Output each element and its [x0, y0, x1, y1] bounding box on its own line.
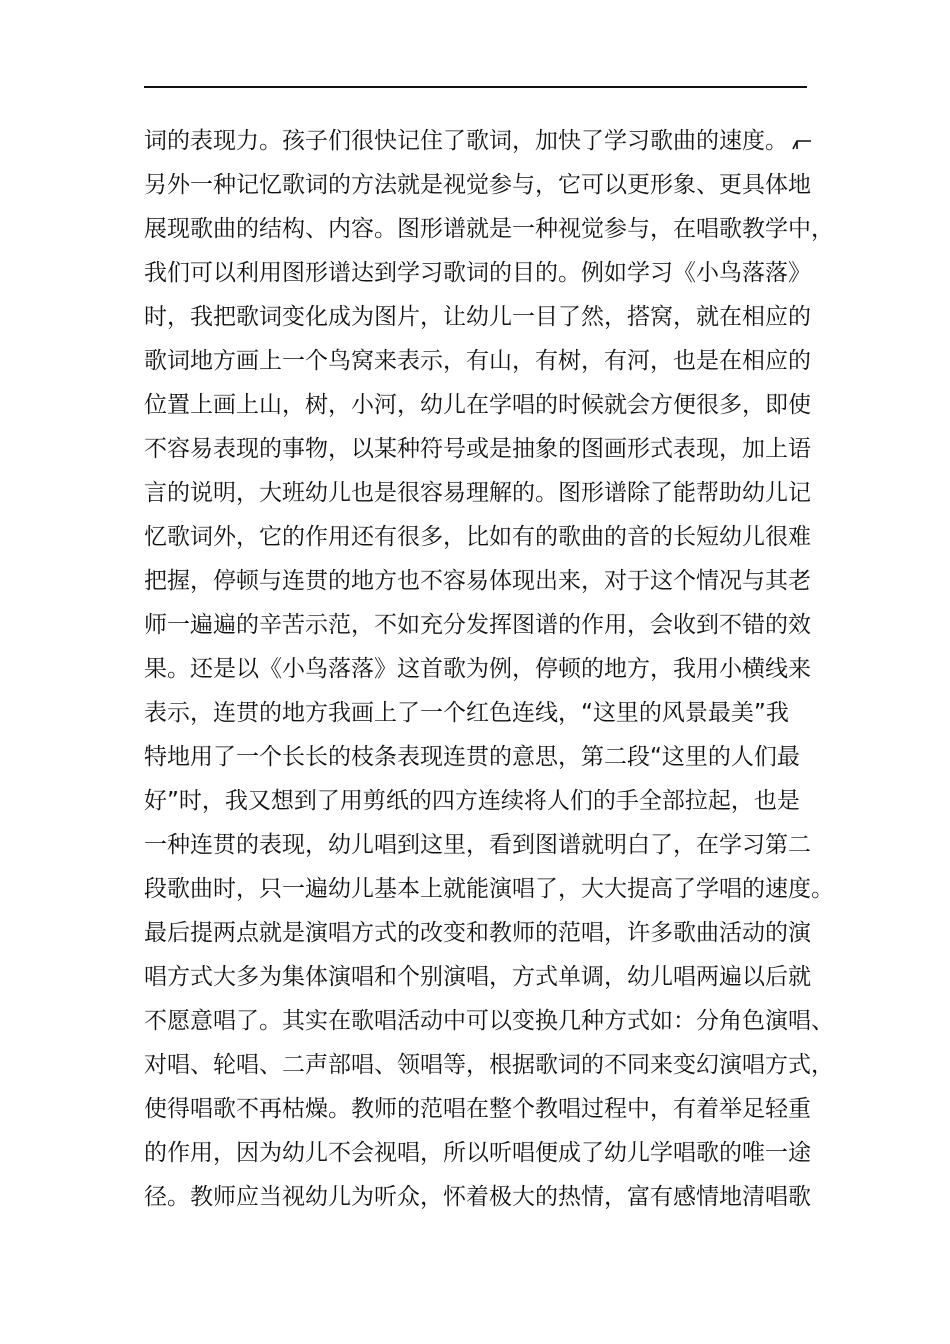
text-line: 径。教师应当视幼儿为听众，怀着极大的热情，富有感情地清唱歌 [144, 1184, 811, 1210]
body-text [144, 119, 834, 1219]
text-line: 对唱、轮唱、二声部唱、领唱等，根据歌词的不同来变幻演唱方式， [144, 1052, 834, 1078]
text-line: 果。还是以《小鸟落落》这首歌为例，停顿的地方，我用小横线来 [144, 656, 811, 682]
text-line: 段歌曲时，只一遍幼儿基本上就能演唱了，大大提高了学唱的速度。 [144, 876, 834, 902]
margin-mark-icon [792, 138, 812, 150]
text-line: 唱方式大多为集体演唱和个别演唱，方式单调，幼儿唱两遍以后就 [144, 964, 811, 990]
text-line: 最后提两点就是演唱方式的改变和教师的范唱，许多歌曲活动的演 [144, 920, 811, 946]
text-line: 言的说明，大班幼儿也是很容易理解的。图形谱除了能帮助幼儿记 [144, 480, 811, 506]
text-line: 我们可以利用图形谱达到学习歌词的目的。例如学习《小鸟落落》 [144, 260, 811, 286]
text-line: 不愿意唱了。其实在歌唱活动中可以变换几种方式如：分角色演唱、 [144, 1008, 834, 1034]
text-line: 使得唱歌不再枯燥。教师的范唱在整个教唱过程中，有着举足轻重 [144, 1096, 811, 1122]
text-line: 位置上画上山，树，小河，幼儿在学唱的时候就会方便很多，即使 [144, 392, 811, 418]
text-line: 师一遍遍的辛苦示范，不如充分发挥图谱的作用，会收到不错的效 [144, 612, 811, 638]
text-line [144, 119, 824, 163]
text-line: 忆歌词外，它的作用还有很多，比如有的歌曲的音的长短幼儿很难 [144, 524, 811, 550]
text-line: 特地用了一个长长的枝条表现连贯的意思，第二段“这里的人们最 [144, 744, 800, 770]
text-line: 好”时，我又想到了用剪纸的四方连续将人们的手全部拉起，也是 [144, 788, 800, 814]
text-line: 表示，连贯的地方我画上了一个红色连线，“这里的风景最美”我 [144, 700, 789, 726]
text-line: 时，我把歌词变化成为图片，让幼儿一目了然，搭窝，就在相应的 [144, 304, 811, 330]
text-line: 的作用，因为幼儿不会视唱，所以听唱便成了幼儿学唱歌的唯一途 [144, 1140, 811, 1166]
text-line: 把握，停顿与连贯的地方也不容易体现出来，对于这个情况与其老 [144, 568, 811, 594]
text-line: 不容易表现的事物，以某种符号或是抽象的图画形式表现，加上语 [144, 436, 811, 462]
text-line: 歌词地方画上一个鸟窝来表示，有山，有树，有河，也是在相应的 [144, 348, 811, 374]
text-line: 另外一种记忆歌词的方法就是视觉参与，它可以更形象、更具体地 [144, 172, 811, 198]
header-rule [144, 86, 807, 88]
text-line: 一种连贯的表现，幼儿唱到这里，看到图谱就明白了，在学习第二 [144, 832, 811, 858]
line-text: 词的表现力。孩子们很快记住了歌词，加快了学习歌曲的速度。 [144, 128, 788, 154]
text-line: 展现歌曲的结构、内容。图形谱就是一种视觉参与，在唱歌教学中， [144, 216, 834, 242]
